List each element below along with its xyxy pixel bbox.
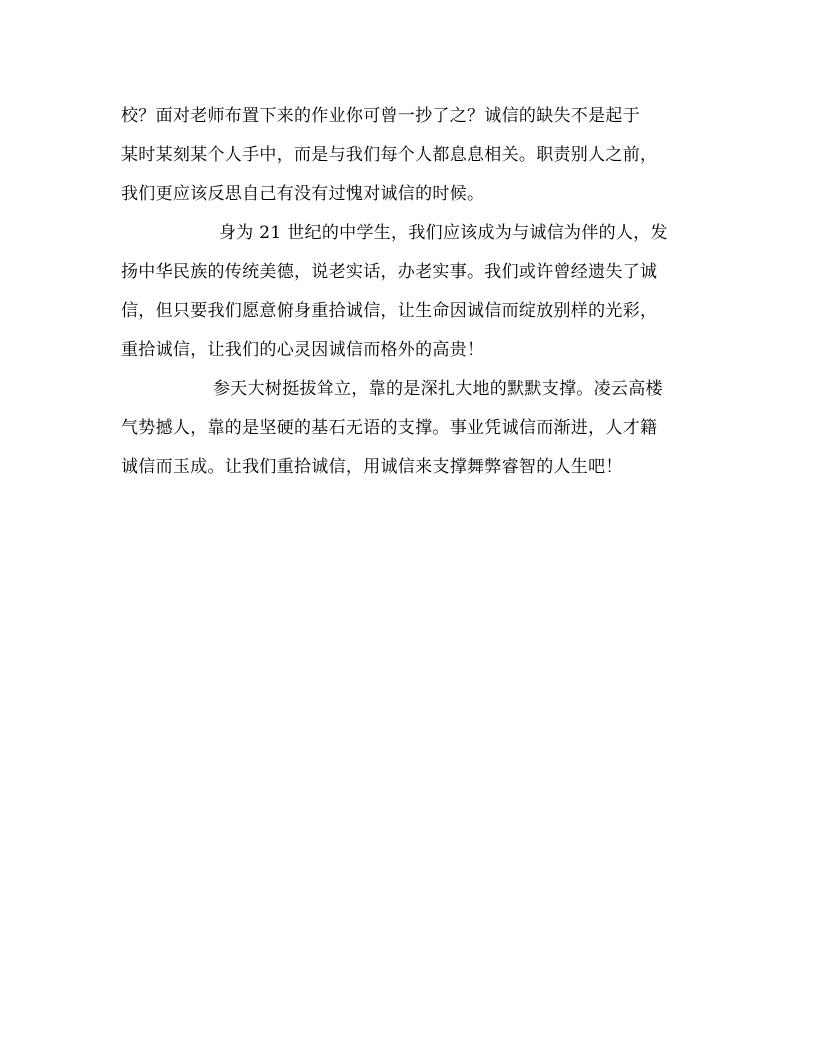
paragraph-first-line: 身为 21 世纪的中学生，我们应该成为与诚信为伴的人，发: [219, 223, 668, 243]
document-body: [121, 97, 701, 487]
paragraph-first-line: 参天大树挺拔耸立，靠的是深扎大地的默默支撑。凌云高楼: [213, 379, 663, 399]
paragraph-2: [121, 214, 701, 370]
paragraph-line: 扬中华民族的传统美德，说老实话，办老实事。我们或许曾经遗失了诚: [121, 262, 658, 282]
paragraph-1: [121, 97, 701, 214]
paragraph-line: 我们更应该反思自己有没有过愧对诚信的时候。: [121, 184, 485, 204]
paragraph-line: 气势撼人，靠的是坚硬的基石无语的支撑。事业凭诚信而渐进，人才籍: [121, 418, 658, 438]
paragraph-line: 校？面对老师布置下来的作业你可曾一抄了之？诚信的缺失不是起于: [121, 106, 640, 126]
paragraph-line: 重拾诚信，让我们的心灵因诚信而格外的高贵！: [121, 340, 485, 360]
paragraph-line: 某时某刻某个人手中，而是与我们每个人都息息相关。职责别人之前，: [121, 145, 658, 165]
paragraph-line: 诚信而玉成。让我们重拾诚信，用诚信来支撑舞弊睿智的人生吧！: [121, 457, 623, 477]
paragraph-line: 信，但只要我们愿意俯身重拾诚信，让生命因诚信而绽放别样的光彩，: [121, 301, 658, 321]
paragraph-3: [121, 370, 701, 487]
